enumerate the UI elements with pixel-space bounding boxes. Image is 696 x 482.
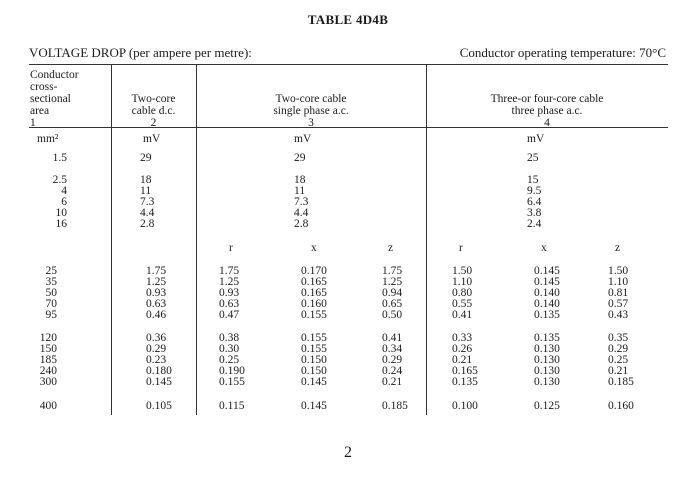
- z3-cell: 0.57: [608, 298, 629, 310]
- header-line: Two-core cable: [275, 93, 347, 105]
- header-line: three phase a.c.: [511, 105, 583, 117]
- area-cell: 2.5: [52, 174, 67, 186]
- r3-cell: 0.80: [452, 287, 473, 299]
- z3-cell: 1.10: [608, 276, 629, 288]
- r1-cell: 0.115: [219, 400, 245, 412]
- unit-mv-ac1: mV: [294, 133, 312, 145]
- header-line: cable d.c.: [131, 105, 176, 117]
- table-title: TABLE 4D4B: [307, 12, 389, 27]
- r1-cell: 0.25: [219, 354, 240, 366]
- z3-cell: 0.81: [608, 287, 629, 299]
- x3-cell: 0.135: [534, 332, 560, 344]
- ac1-cell: 11: [294, 185, 306, 197]
- header-two-core-ac: [196, 93, 426, 129]
- r3-cell: 0.33: [452, 332, 473, 344]
- header-conductor: [30, 69, 79, 129]
- ac3-cell: 15: [527, 174, 539, 186]
- header-three-four-core-ac: [426, 93, 668, 129]
- header-line: single phase a.c.: [273, 105, 349, 117]
- dc-cell: 0.93: [146, 287, 167, 299]
- r1-cell: 0.190: [219, 365, 245, 377]
- z3-cell: 0.160: [608, 400, 634, 412]
- x3-cell: 0.140: [534, 298, 560, 310]
- x1-cell: 0.155: [301, 332, 327, 344]
- z1-cell: 1.25: [382, 276, 403, 288]
- x1-cell: 0.160: [301, 298, 327, 310]
- x1-cell: 0.165: [301, 276, 327, 288]
- subheader-z: z: [388, 242, 394, 254]
- header-line: Three-or four-core cable: [490, 93, 604, 105]
- subheader-x: x: [541, 242, 547, 254]
- area-cell: 240: [39, 365, 57, 377]
- temperature-caption: Conductor operating temperature: 70°C: [459, 45, 666, 60]
- unit-mm2: mm²: [37, 133, 59, 145]
- x3-cell: 0.130: [534, 365, 560, 377]
- dc-cell: 7.3: [140, 196, 155, 208]
- area-cell: 50: [45, 287, 57, 299]
- unit-mv-dc: mV: [143, 133, 161, 145]
- dc-cell: 0.105: [146, 400, 172, 412]
- dc-cell: 1.25: [146, 276, 167, 288]
- z3-cell: 0.185: [608, 376, 634, 388]
- ac1-cell: 2.8: [294, 218, 309, 230]
- ac1-cell: 4.4: [294, 207, 309, 219]
- x1-cell: 0.165: [301, 287, 327, 299]
- subheader-r: r: [459, 242, 463, 254]
- header-line: sectional: [30, 93, 71, 105]
- r3-cell: 0.41: [452, 309, 473, 321]
- header-line: 4: [544, 117, 550, 129]
- z1-cell: 0.29: [382, 354, 403, 366]
- dc-cell: 0.29: [146, 343, 167, 355]
- area-cell: 4: [61, 185, 67, 197]
- page-number: 2: [344, 444, 352, 461]
- area-cell: 1.5: [52, 152, 67, 164]
- ac3-cell: 3.8: [527, 207, 542, 219]
- header-line: 1: [30, 117, 36, 129]
- dc-cell: 1.75: [146, 265, 167, 277]
- area-cell: 185: [39, 354, 57, 366]
- ac3-cell: 6.4: [527, 196, 542, 208]
- dc-cell: 11: [140, 185, 152, 197]
- r3-cell: 0.100: [452, 400, 478, 412]
- x3-cell: 0.135: [534, 309, 560, 321]
- ac3-cell: 9.5: [527, 185, 542, 197]
- dc-cell: 29: [140, 152, 152, 164]
- dc-cell: 18: [140, 174, 152, 186]
- x3-cell: 0.140: [534, 287, 560, 299]
- r3-cell: 1.10: [452, 276, 473, 288]
- unit-mv-ac3: mV: [527, 133, 545, 145]
- r3-cell: 0.165: [452, 365, 478, 377]
- z1-cell: 0.94: [382, 287, 403, 299]
- subheader-x: x: [311, 242, 317, 254]
- area-cell: 120: [39, 332, 57, 344]
- header-line: area: [30, 105, 50, 117]
- header-line: Conductor: [30, 69, 79, 81]
- area-cell: 10: [55, 207, 67, 219]
- r1-cell: 1.25: [219, 276, 240, 288]
- dc-cell: 0.180: [146, 365, 172, 377]
- z1-cell: 0.185: [382, 400, 408, 412]
- z1-cell: 0.24: [382, 365, 403, 377]
- r3-cell: 0.21: [452, 354, 473, 366]
- r1-cell: 0.93: [219, 287, 240, 299]
- z3-cell: 0.35: [608, 332, 629, 344]
- area-cell: 70: [45, 298, 57, 310]
- z1-cell: 1.75: [382, 265, 403, 277]
- area-cell: 300: [39, 376, 57, 388]
- dc-cell: 4.4: [140, 207, 155, 219]
- z3-cell: 0.29: [608, 343, 629, 355]
- area-cell: 35: [45, 276, 57, 288]
- r1-cell: 1.75: [219, 265, 240, 277]
- x1-cell: 0.145: [301, 376, 327, 388]
- header-two-core-dc: [111, 93, 196, 129]
- dc-cell: 0.46: [146, 309, 167, 321]
- header-line: 2: [150, 117, 157, 129]
- dc-cell: 0.63: [146, 298, 167, 310]
- x3-cell: 0.145: [534, 265, 560, 277]
- r3-cell: 0.135: [452, 376, 478, 388]
- area-cell: 95: [45, 309, 57, 321]
- z3-cell: 0.21: [608, 365, 629, 377]
- z1-cell: 0.65: [382, 298, 403, 310]
- header-line: cross-: [30, 81, 58, 93]
- area-cell: 25: [45, 265, 57, 277]
- r3-cell: 1.50: [452, 265, 473, 277]
- area-cell: 400: [39, 400, 57, 412]
- header-line: 3: [308, 117, 314, 129]
- x3-cell: 0.130: [534, 343, 560, 355]
- x1-cell: 0.155: [301, 309, 327, 321]
- area-cell: 16: [55, 218, 67, 230]
- dc-cell: 0.23: [146, 354, 167, 366]
- r1-cell: 0.47: [219, 309, 240, 321]
- subheader-z: z: [615, 242, 621, 254]
- x1-cell: 0.150: [301, 365, 327, 377]
- ac1-cell: 7.3: [294, 196, 309, 208]
- header-line: Two-core: [131, 93, 176, 105]
- x1-cell: 0.155: [301, 343, 327, 355]
- voltage-drop-caption: VOLTAGE DROP (per ampere per metre):: [29, 45, 252, 60]
- z3-cell: 0.25: [608, 354, 629, 366]
- r1-cell: 0.155: [219, 376, 245, 388]
- ac3-cell: 25: [527, 152, 539, 164]
- dc-cell: 2.8: [140, 218, 155, 230]
- r1-cell: 0.30: [219, 343, 240, 355]
- ac1-cell: 29: [294, 152, 306, 164]
- r1-cell: 0.63: [219, 298, 240, 310]
- dc-cell: 0.36: [146, 332, 167, 344]
- z1-cell: 0.34: [382, 343, 403, 355]
- z3-cell: 0.43: [608, 309, 629, 321]
- area-cell: 6: [61, 196, 67, 208]
- x1-cell: 0.170: [301, 265, 327, 277]
- r3-cell: 0.26: [452, 343, 473, 355]
- z1-cell: 0.21: [382, 376, 403, 388]
- r1-cell: 0.38: [219, 332, 240, 344]
- ac3-cell: 2.4: [527, 218, 542, 230]
- area-cell: 150: [39, 343, 57, 355]
- ac1-cell: 18: [294, 174, 306, 186]
- z3-cell: 1.50: [608, 265, 629, 277]
- z1-cell: 0.50: [382, 309, 403, 321]
- x1-cell: 0.150: [301, 354, 327, 366]
- x3-cell: 0.125: [534, 400, 560, 412]
- x3-cell: 0.145: [534, 276, 560, 288]
- x1-cell: 0.145: [301, 400, 327, 412]
- x3-cell: 0.130: [534, 354, 560, 366]
- dc-cell: 0.145: [146, 376, 172, 388]
- x3-cell: 0.130: [534, 376, 560, 388]
- r3-cell: 0.55: [452, 298, 473, 310]
- subheader-r: r: [229, 242, 233, 254]
- top-rule: [29, 64, 668, 65]
- z1-cell: 0.41: [382, 332, 403, 344]
